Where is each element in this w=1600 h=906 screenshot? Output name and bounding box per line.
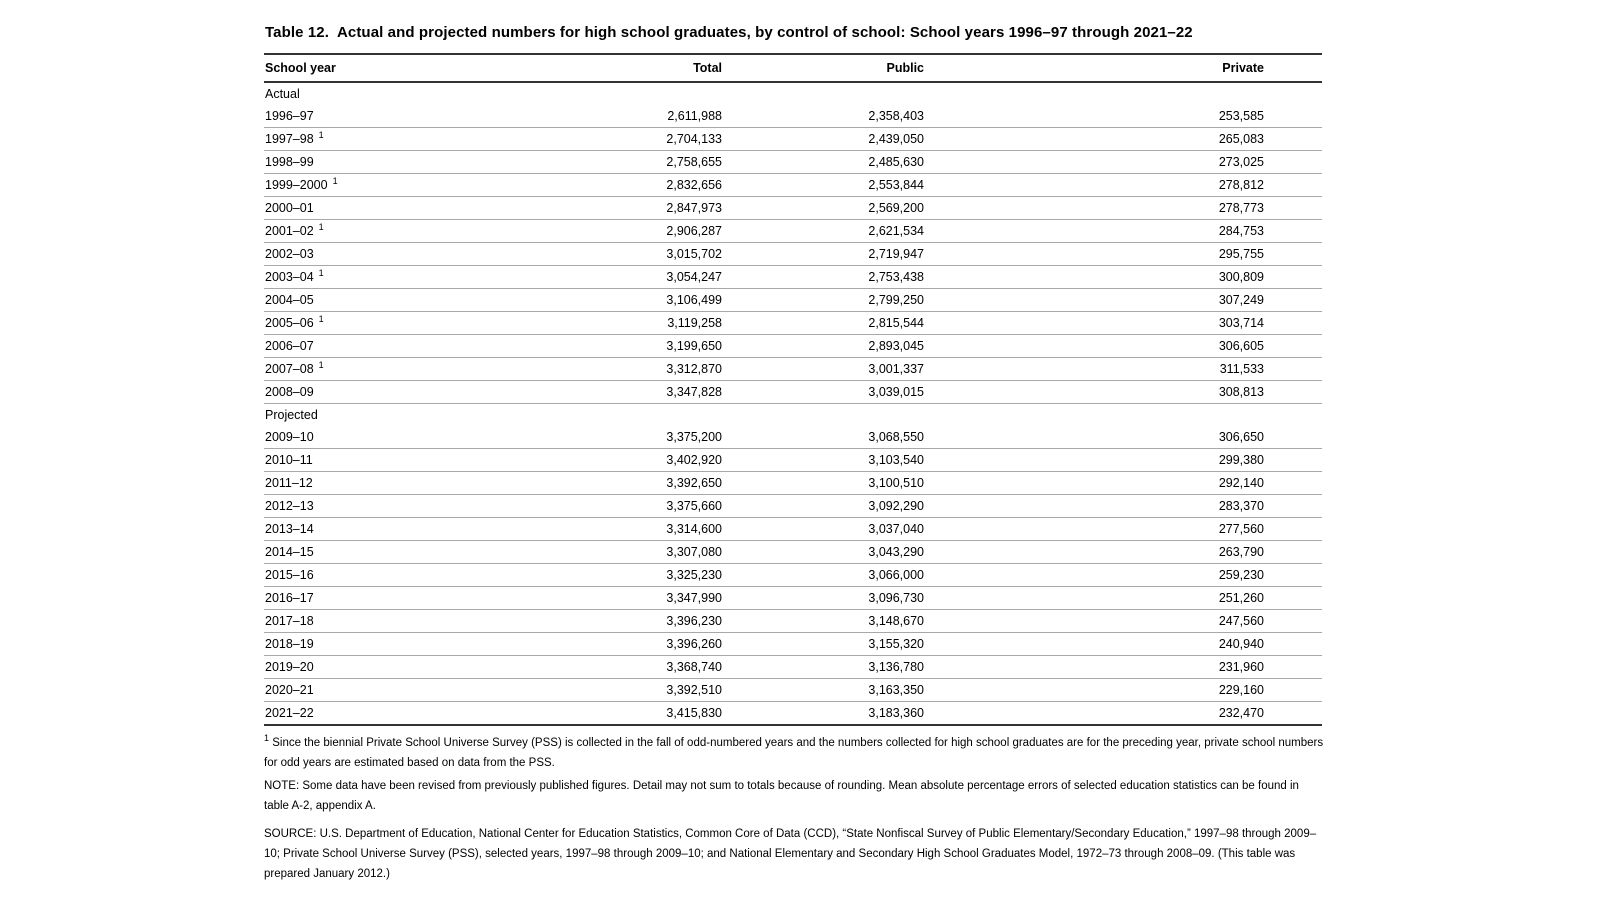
cell-school-year: 2017–18	[264, 610, 544, 633]
table-row	[264, 220, 1322, 243]
cell-private: 240,940	[924, 633, 1322, 656]
cell-private: 278,773	[924, 197, 1322, 220]
table-row	[264, 312, 1322, 335]
cell-total: 3,396,230	[544, 610, 722, 633]
table-row	[264, 358, 1322, 381]
column-header-public: Public	[722, 54, 924, 82]
cell-private: 278,812	[924, 174, 1322, 197]
cell-total: 2,832,656	[544, 174, 722, 197]
cell-public: 3,163,350	[722, 679, 924, 702]
table-row	[264, 197, 1322, 220]
cell-school-year: 2006–07	[264, 335, 544, 358]
cell-private: 229,160	[924, 679, 1322, 702]
cell-total: 3,392,650	[544, 472, 722, 495]
cell-private: 259,230	[924, 564, 1322, 587]
cell-school-year: 2004–05	[264, 289, 544, 312]
cell-public: 2,799,250	[722, 289, 924, 312]
cell-total: 2,906,287	[544, 220, 722, 243]
cell-public: 2,719,947	[722, 243, 924, 266]
cell-private: 247,560	[924, 610, 1322, 633]
cell-public: 2,753,438	[722, 266, 924, 289]
cell-public: 3,100,510	[722, 472, 924, 495]
cell-school-year: 2002–03	[264, 243, 544, 266]
cell-total: 3,375,660	[544, 495, 722, 518]
table-row	[264, 541, 1322, 564]
footnote-1-text: Since the biennial Private School Universe Survey (PSS) is collected in the fall of odd-numbered years and the numbers collected for high school graduates are for the preceding year, private school numbers for odd years are estimated based on data from the PSS.	[264, 737, 1324, 769]
cell-total: 2,758,655	[544, 151, 722, 174]
cell-school-year: 2020–21	[264, 679, 544, 702]
cell-private: 307,249	[924, 289, 1322, 312]
table-row	[264, 518, 1322, 541]
cell-total: 3,054,247	[544, 266, 722, 289]
column-header-total: Total	[544, 54, 722, 82]
cell-school-year: 2013–14	[264, 518, 544, 541]
cell-public: 2,358,403	[722, 105, 924, 128]
cell-public: 2,553,844	[722, 174, 924, 197]
cell-private: 299,380	[924, 449, 1322, 472]
cell-public: 3,136,780	[722, 656, 924, 679]
cell-school-year: 2018–19	[264, 633, 544, 656]
cell-school-year: 1997–98 $^1$	[264, 128, 544, 151]
cell-private: 300,809	[924, 266, 1322, 289]
cell-public: 3,092,290	[722, 495, 924, 518]
cell-total: 3,396,260	[544, 633, 722, 656]
row-footnote-marker: 1	[318, 313, 324, 324]
table-row	[264, 610, 1322, 633]
cell-school-year: 2011–12	[264, 472, 544, 495]
source-paragraph: SOURCE: U.S. Department of Education, National Center for Education Statistics, Common Core of Data (CCD), “State Nonfiscal Survey of Public Elementary/Secondary Education,” 1997–98 through 2009–10; Private School Universe Survey (PSS), selected years, 1997–98 through 2009–10; and National Elementary and Secondary High School Graduates Model, 1972–73 through 2008–09. (This table was prepared January 2012.)	[264, 828, 1317, 880]
cell-school-year: 1998–99	[264, 151, 544, 174]
cell-public: 3,155,320	[722, 633, 924, 656]
cell-private: 273,025	[924, 151, 1322, 174]
table-row	[264, 289, 1322, 312]
table-row	[264, 449, 1322, 472]
cell-public: 3,103,540	[722, 449, 924, 472]
cell-private: 303,714	[924, 312, 1322, 335]
cell-public: 2,485,630	[722, 151, 924, 174]
cell-public: 3,039,015	[722, 381, 924, 404]
table-title: Table 12. Actual and projected numbers for high school graduates, by control of school: School years 1996–97 through 2021–22	[265, 24, 1193, 41]
cell-private: 311,533	[924, 358, 1322, 381]
row-footnote-marker: 1	[318, 221, 324, 232]
cell-school-year: 1999–2000 $^1$	[264, 174, 544, 197]
row-footnote-marker: 1	[318, 129, 324, 140]
cell-total: 3,312,870	[544, 358, 722, 381]
cell-public: 2,569,200	[722, 197, 924, 220]
row-footnote-marker: 1	[318, 359, 324, 370]
section-label: Actual	[265, 87, 300, 101]
table-row	[264, 243, 1322, 266]
cell-public: 2,439,050	[722, 128, 924, 151]
cell-total: 3,106,499	[544, 289, 722, 312]
table-notes	[264, 733, 1326, 884]
note-paragraph: NOTE: Some data have been revised from previously published figures. Detail may not sum to totals because of rounding. Mean absolute percentage errors of selected education statistics can be found in table A-2, appendix A.	[264, 780, 1299, 812]
section-row	[264, 82, 1322, 105]
table-row	[264, 495, 1322, 518]
table-row	[264, 472, 1322, 495]
cell-public: 3,096,730	[722, 587, 924, 610]
cell-private: 232,470	[1218, 706, 1264, 720]
cell-private: 253,585	[924, 105, 1322, 128]
cell-private: 283,370	[924, 495, 1322, 518]
cell-public: 3,148,670	[722, 610, 924, 633]
cell-total: 2,704,133	[544, 128, 722, 151]
cell-public: 3,068,550	[722, 426, 924, 449]
table-row	[264, 381, 1322, 404]
cell-private: 265,083	[924, 128, 1322, 151]
cell-total: 3,415,830	[666, 706, 722, 720]
cell-private: 263,790	[924, 541, 1322, 564]
cell-school-year: 2021–22	[265, 706, 314, 720]
table-row	[264, 266, 1322, 289]
cell-total: 2,847,973	[544, 197, 722, 220]
cell-public: 3,183,360	[868, 706, 924, 720]
cell-total: 3,368,740	[544, 656, 722, 679]
cell-total: 3,307,080	[544, 541, 722, 564]
section-label: Projected	[265, 408, 318, 422]
cell-public: 2,621,534	[722, 220, 924, 243]
cell-total: 3,402,920	[544, 449, 722, 472]
table-12-section	[264, 24, 1322, 884]
cell-school-year: 2005–06 $^1$	[264, 312, 544, 335]
cell-school-year: 2007–08 $^1$	[264, 358, 544, 381]
column-header-private: Private	[924, 54, 1322, 82]
table-row	[264, 633, 1322, 656]
column-header-school-year: School year	[264, 54, 544, 82]
graduates-table	[264, 53, 1322, 726]
cell-private: 251,260	[924, 587, 1322, 610]
cell-private: 277,560	[924, 518, 1322, 541]
cell-school-year: 2019–20	[264, 656, 544, 679]
cell-total: 3,375,200	[544, 426, 722, 449]
table-row	[264, 564, 1322, 587]
cell-school-year: 2015–16	[264, 564, 544, 587]
cell-total: 3,325,230	[544, 564, 722, 587]
table-row	[264, 151, 1322, 174]
cell-total: 3,314,600	[544, 518, 722, 541]
cell-school-year: 2012–13	[264, 495, 544, 518]
row-footnote-marker: 1	[318, 267, 324, 278]
table-row	[264, 128, 1322, 151]
cell-school-year: 2001–02 $^1$	[264, 220, 544, 243]
cell-private: 292,140	[924, 472, 1322, 495]
cell-public: 3,066,000	[722, 564, 924, 587]
cell-private: 306,605	[924, 335, 1322, 358]
cell-public: 3,037,040	[722, 518, 924, 541]
cell-total: 3,015,702	[544, 243, 722, 266]
cell-total: 3,199,650	[544, 335, 722, 358]
table-row	[264, 426, 1322, 449]
cell-school-year: 2000–01	[264, 197, 544, 220]
footnote-1-marker: 1	[264, 733, 270, 744]
section-row	[264, 404, 1322, 427]
cell-school-year: 2003–04 $^1$	[264, 266, 544, 289]
cell-total: 3,119,258	[544, 312, 722, 335]
table-row	[264, 702, 1322, 726]
cell-school-year: 2014–15	[264, 541, 544, 564]
cell-public: 3,043,290	[722, 541, 924, 564]
table-row	[264, 656, 1322, 679]
cell-total: 2,611,988	[544, 105, 722, 128]
table-row	[264, 679, 1322, 702]
table-row	[264, 105, 1322, 128]
cell-public: 2,815,544	[722, 312, 924, 335]
cell-private: 231,960	[924, 656, 1322, 679]
cell-total: 3,347,828	[544, 381, 722, 404]
row-footnote-marker: 1	[332, 175, 338, 186]
cell-school-year: 2009–10	[264, 426, 544, 449]
cell-public: 3,001,337	[722, 358, 924, 381]
cell-private: 308,813	[924, 381, 1322, 404]
cell-private: 295,755	[924, 243, 1322, 266]
cell-public: 2,893,045	[722, 335, 924, 358]
cell-total: 3,392,510	[544, 679, 722, 702]
table-row	[264, 174, 1322, 197]
cell-private: 306,650	[924, 426, 1322, 449]
cell-school-year: 1996–97	[264, 105, 544, 128]
cell-school-year: 2008–09	[264, 381, 544, 404]
table-row	[264, 335, 1322, 358]
cell-school-year: 2016–17	[264, 587, 544, 610]
cell-private: 284,753	[924, 220, 1322, 243]
header-row	[264, 54, 1322, 82]
table-row	[264, 587, 1322, 610]
cell-school-year: 2010–11	[264, 449, 544, 472]
footnote-1	[264, 733, 1326, 773]
cell-total: 3,347,990	[544, 587, 722, 610]
table-body	[264, 82, 1322, 725]
